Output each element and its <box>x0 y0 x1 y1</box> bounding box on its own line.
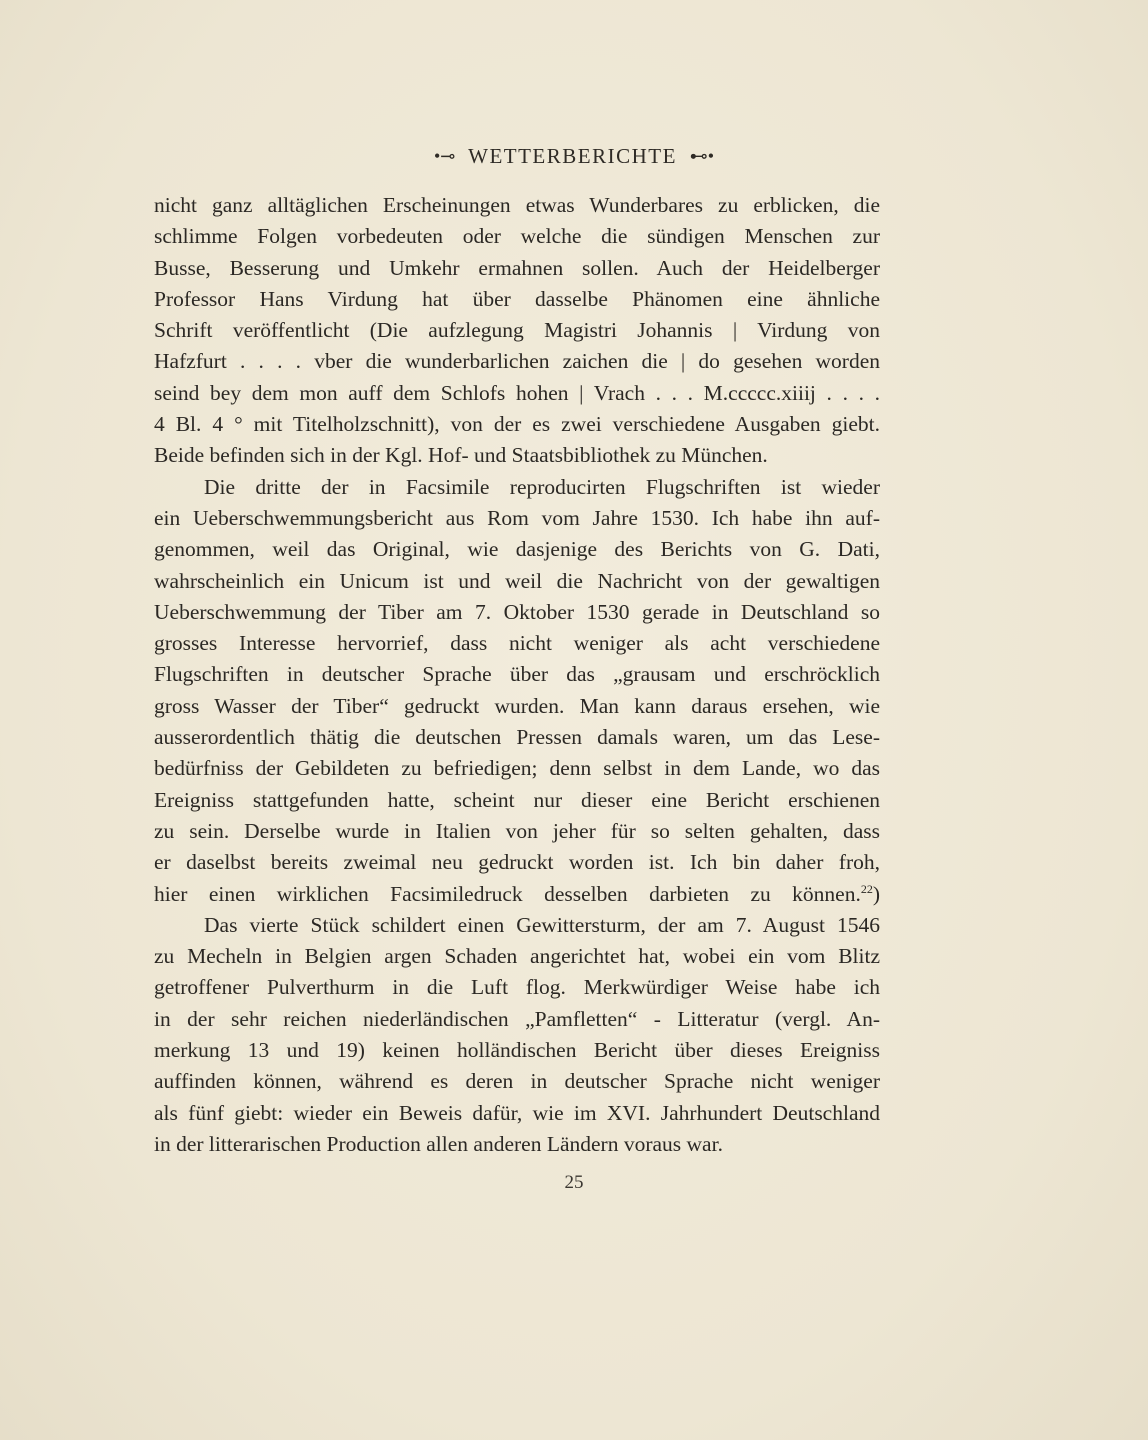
text-line: schlimme Folgen vorbedeuten oder welche die sündigen Menschen zur <box>154 224 880 249</box>
text-line: bedürfniss der Gebildeten zu befriedigen; denn selbst in dem Lande, wo das <box>154 756 880 781</box>
text-line: merkung 13 und 19) keinen holländischen Bericht über dieses Ereigniss <box>154 1038 880 1063</box>
text-line: Hafzfurt . . . . vber die wunderbarlichen zaichen die | do gesehen worden <box>154 349 880 374</box>
text-line: gross Wasser der Tiber“ gedruckt wurden. Man kann daraus ersehen, wie <box>154 693 880 718</box>
page-number: 25 <box>564 1172 584 1193</box>
paragraph-2 <box>154 472 880 910</box>
text-line: wahrscheinlich ein Unicum ist und weil die Nachricht von der gewaltigen <box>154 568 880 593</box>
ornament-right-icon: ⊷• <box>689 145 714 166</box>
text-line: zu sein. Derselbe wurde in Italien von jeher für so selten gehalten, dass <box>154 818 880 843</box>
text-line: Flugschriften in deutscher Sprache über das „grausam und erschröcklich <box>154 662 880 687</box>
text-line: in der sehr reichen niederländischen „Pamfletten“ - Litteratur (vergl. An- <box>154 1006 880 1031</box>
text-line <box>154 879 880 910</box>
text-line: als fünf giebt: wieder ein Beweis dafür, wie im XVI. Jahrhundert Deutschland <box>154 1100 880 1125</box>
text-line: Busse, Besserung und Umkehr ermahnen sollen. Auch der Heidelberger <box>154 255 880 280</box>
text-line: Die dritte der in Facsimile reproducirten Flugschriften ist wieder <box>204 474 880 499</box>
text-line: 4 Bl. 4 ° mit Titelholzschnitt), von der es zwei verschiedene Ausgaben giebt. <box>154 412 880 437</box>
text-line: ein Ueberschwemmungsbericht aus Rom vom Jahre 1530. Ich habe ihn auf- <box>154 505 880 530</box>
body-text <box>154 190 880 1160</box>
text-line: Professor Hans Virdung hat über dasselbe Phänomen eine ähnliche <box>154 286 880 311</box>
text-line: seind bey dem mon auff dem Schlofs hohen | Vrach . . . M.ccccc.xiiij . . . . <box>154 380 880 405</box>
text-line: zu Mecheln in Belgien argen Schaden angerichtet hat, wobei ein vom Blitz <box>154 944 880 969</box>
text-line: Beide befinden sich in der Kgl. Hof- und Staatsbibliothek zu München. <box>154 443 768 468</box>
ornament-left-icon: •⊸ <box>433 145 456 166</box>
running-head <box>0 142 1148 169</box>
text-line: auffinden können, während es deren in deutscher Sprache nicht weniger <box>154 1069 880 1094</box>
text-line: in der litterarischen Production allen anderen Ländern voraus war. <box>154 1131 723 1156</box>
text-line: Ueberschwemmung der Tiber am 7. Oktober 1530 gerade in Deutschland so <box>154 599 880 624</box>
text-line: nicht ganz alltäglichen Erscheinungen etwas Wunderbares zu erblicken, die <box>154 193 880 217</box>
footnote-reference: 22 <box>860 881 873 896</box>
text-line: getroffener Pulverthurm in die Luft flog. Merkwürdiger Weise habe ich <box>154 975 880 1000</box>
text-line-content: hier einen wirklichen Facsimiledruck desselben darbieten zu können. <box>154 881 861 906</box>
paragraph-3 <box>154 910 880 1160</box>
text-line: Schrift veröffentlicht (Die aufzlegung Magistri Johannis | Virdung von <box>154 318 880 343</box>
text-line: Das vierte Stück schildert einen Gewittersturm, der am 7. August 1546 <box>204 912 880 937</box>
footnote-close-paren: ) <box>872 881 880 906</box>
running-head-title: WETTERBERICHTE <box>468 143 677 168</box>
paragraph-1 <box>154 190 880 472</box>
text-line: genommen, weil das Original, wie dasjenige des Berichts von G. Dati, <box>154 537 880 562</box>
text-line: ausserordentlich thätig die deutschen Pressen damals waren, um das Lese- <box>154 725 880 750</box>
text-line: er daselbst bereits zweimal neu gedruckt worden ist. Ich bin daher froh, <box>154 850 880 875</box>
text-line: grosses Interesse hervorrief, dass nicht weniger als acht verschiedene <box>154 631 880 656</box>
text-line: Ereigniss stattgefunden hatte, scheint nur dieser eine Bericht erschienen <box>154 787 880 812</box>
